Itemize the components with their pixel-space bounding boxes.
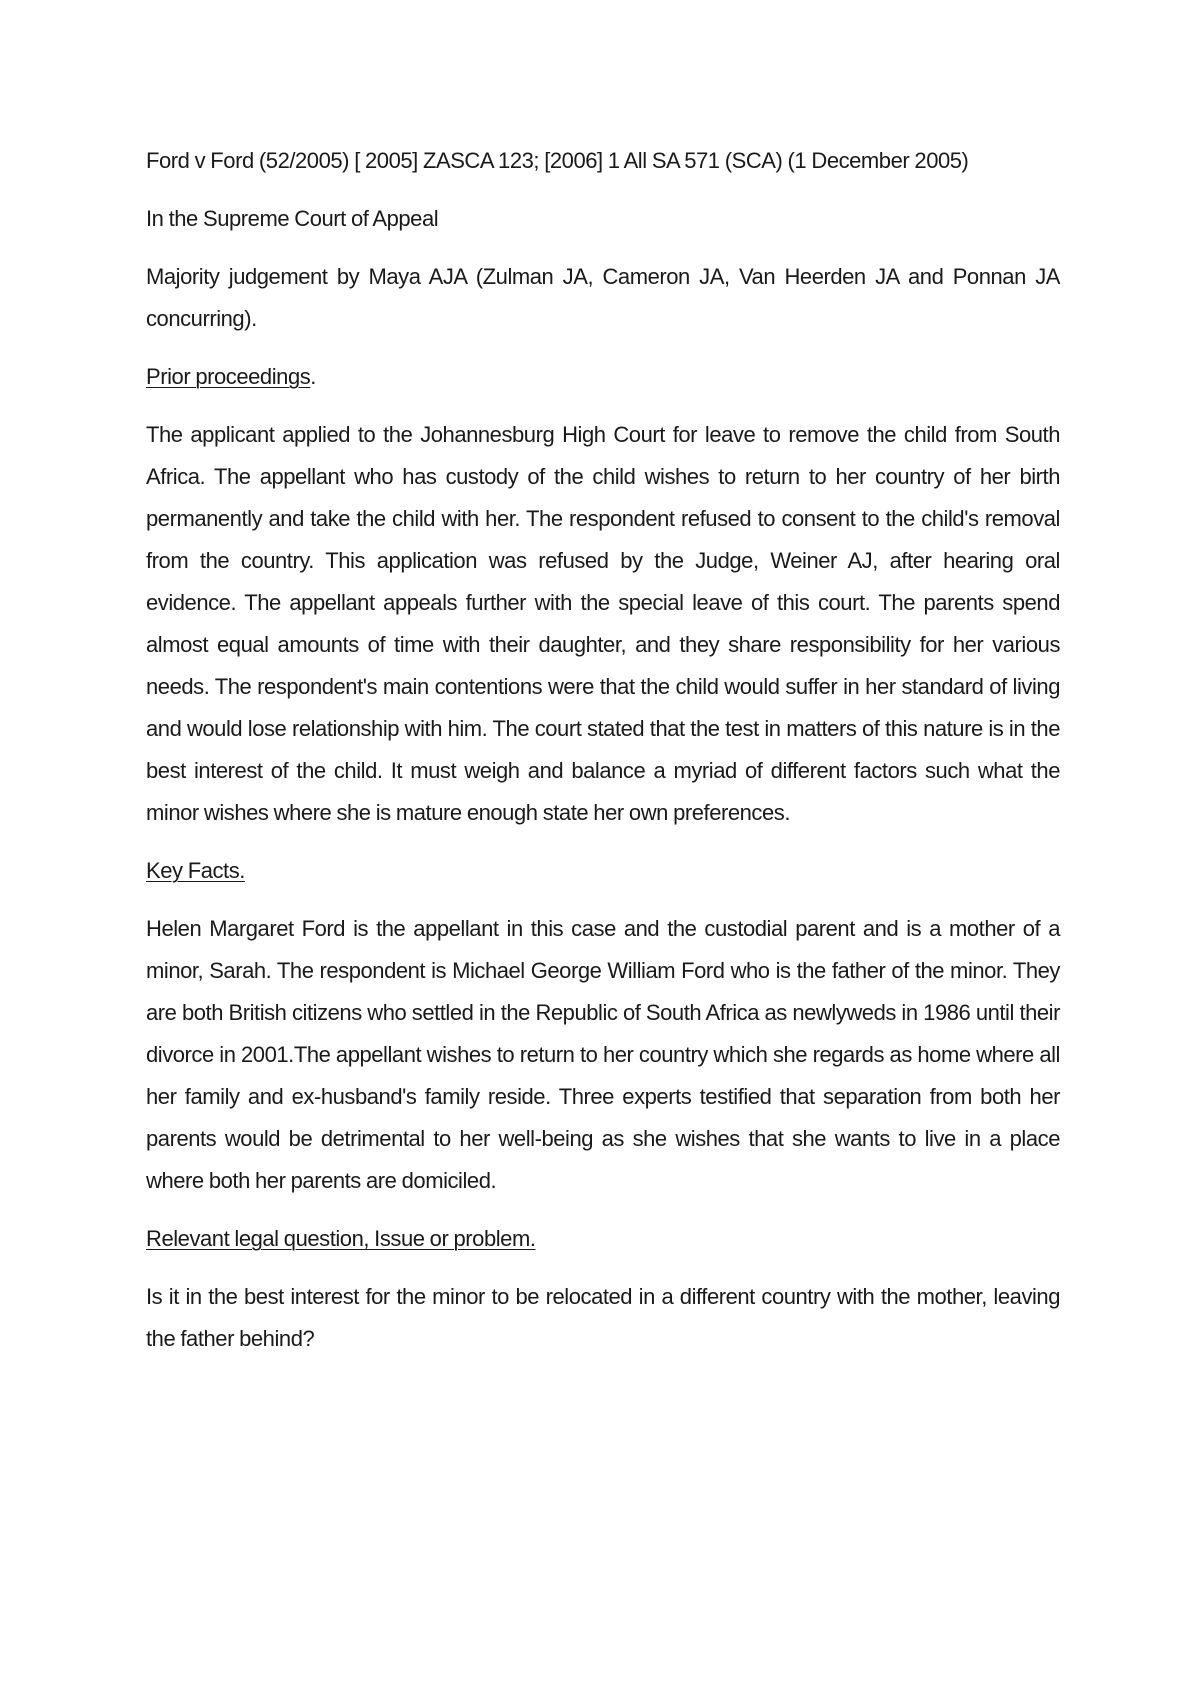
key-facts-body: Helen Margaret Ford is the appellant in this case and the custodial parent and is a mother of a minor, Sarah. The respondent is Michael George William Ford who is the father of the minor. They are both British citizens who settled in the Republic of South Africa as newlyweds in 1986 until their divorce in 2001.The appellant wishes to return to her country which she regards as home where all her family and ex-husband's family reside. Three experts testified that separation from both her parents would be detrimental to her well-being as she wishes that she wants to live in a place where both her parents are domiciled. [146,916,1060,1193]
prior-proceedings-heading-line [146,356,1060,398]
case-citation: Ford v Ford (52/2005) [ 2005] ZASCA 123; [2006] 1 All SA 571 (SCA) (1 December 2005) [146,148,969,173]
judgement-info: Majority judgement by Maya AJA (Zulman JA, Cameron JA, Van Heerden JA and Ponnan JA concurring). [146,264,1060,331]
legal-question-body: Is it in the best interest for the minor to be relocated in a different country with the mother, leaving the father behind? [146,1284,1060,1351]
key-facts-heading-line [146,850,1060,892]
key-facts-heading: Key Facts. [146,858,245,883]
prior-proceedings-heading-suffix: . [310,364,316,389]
legal-question-heading: Relevant legal question, Issue or problem. [146,1226,536,1251]
court-name: In the Supreme Court of Appeal [146,206,439,231]
prior-proceedings-body: The applicant applied to the Johannesburg High Court for leave to remove the child from South Africa. The appellant who has custody of the child wishes to return to her country of her birth permanently and take the child with her. The respondent refused to consent to the child's removal from the country. This application was refused by the Judge, Weiner AJ, after hearing oral evidence. The appellant appeals further with the special leave of this court. The parents spend almost equal amounts of time with their daughter, and they share responsibility for her various needs. The respondent's main contentions were that the child would suffer in her standard of living and would lose relationship with him. The court stated that the test in matters of this nature is in the best interest of the child. It must weigh and balance a myriad of different factors such what the minor wishes where she is mature enough state her own preferences. [146,422,1060,825]
prior-proceedings-heading: Prior proceedings [146,364,311,389]
legal-question-heading-line [146,1218,1060,1260]
document-body [146,140,1060,1376]
